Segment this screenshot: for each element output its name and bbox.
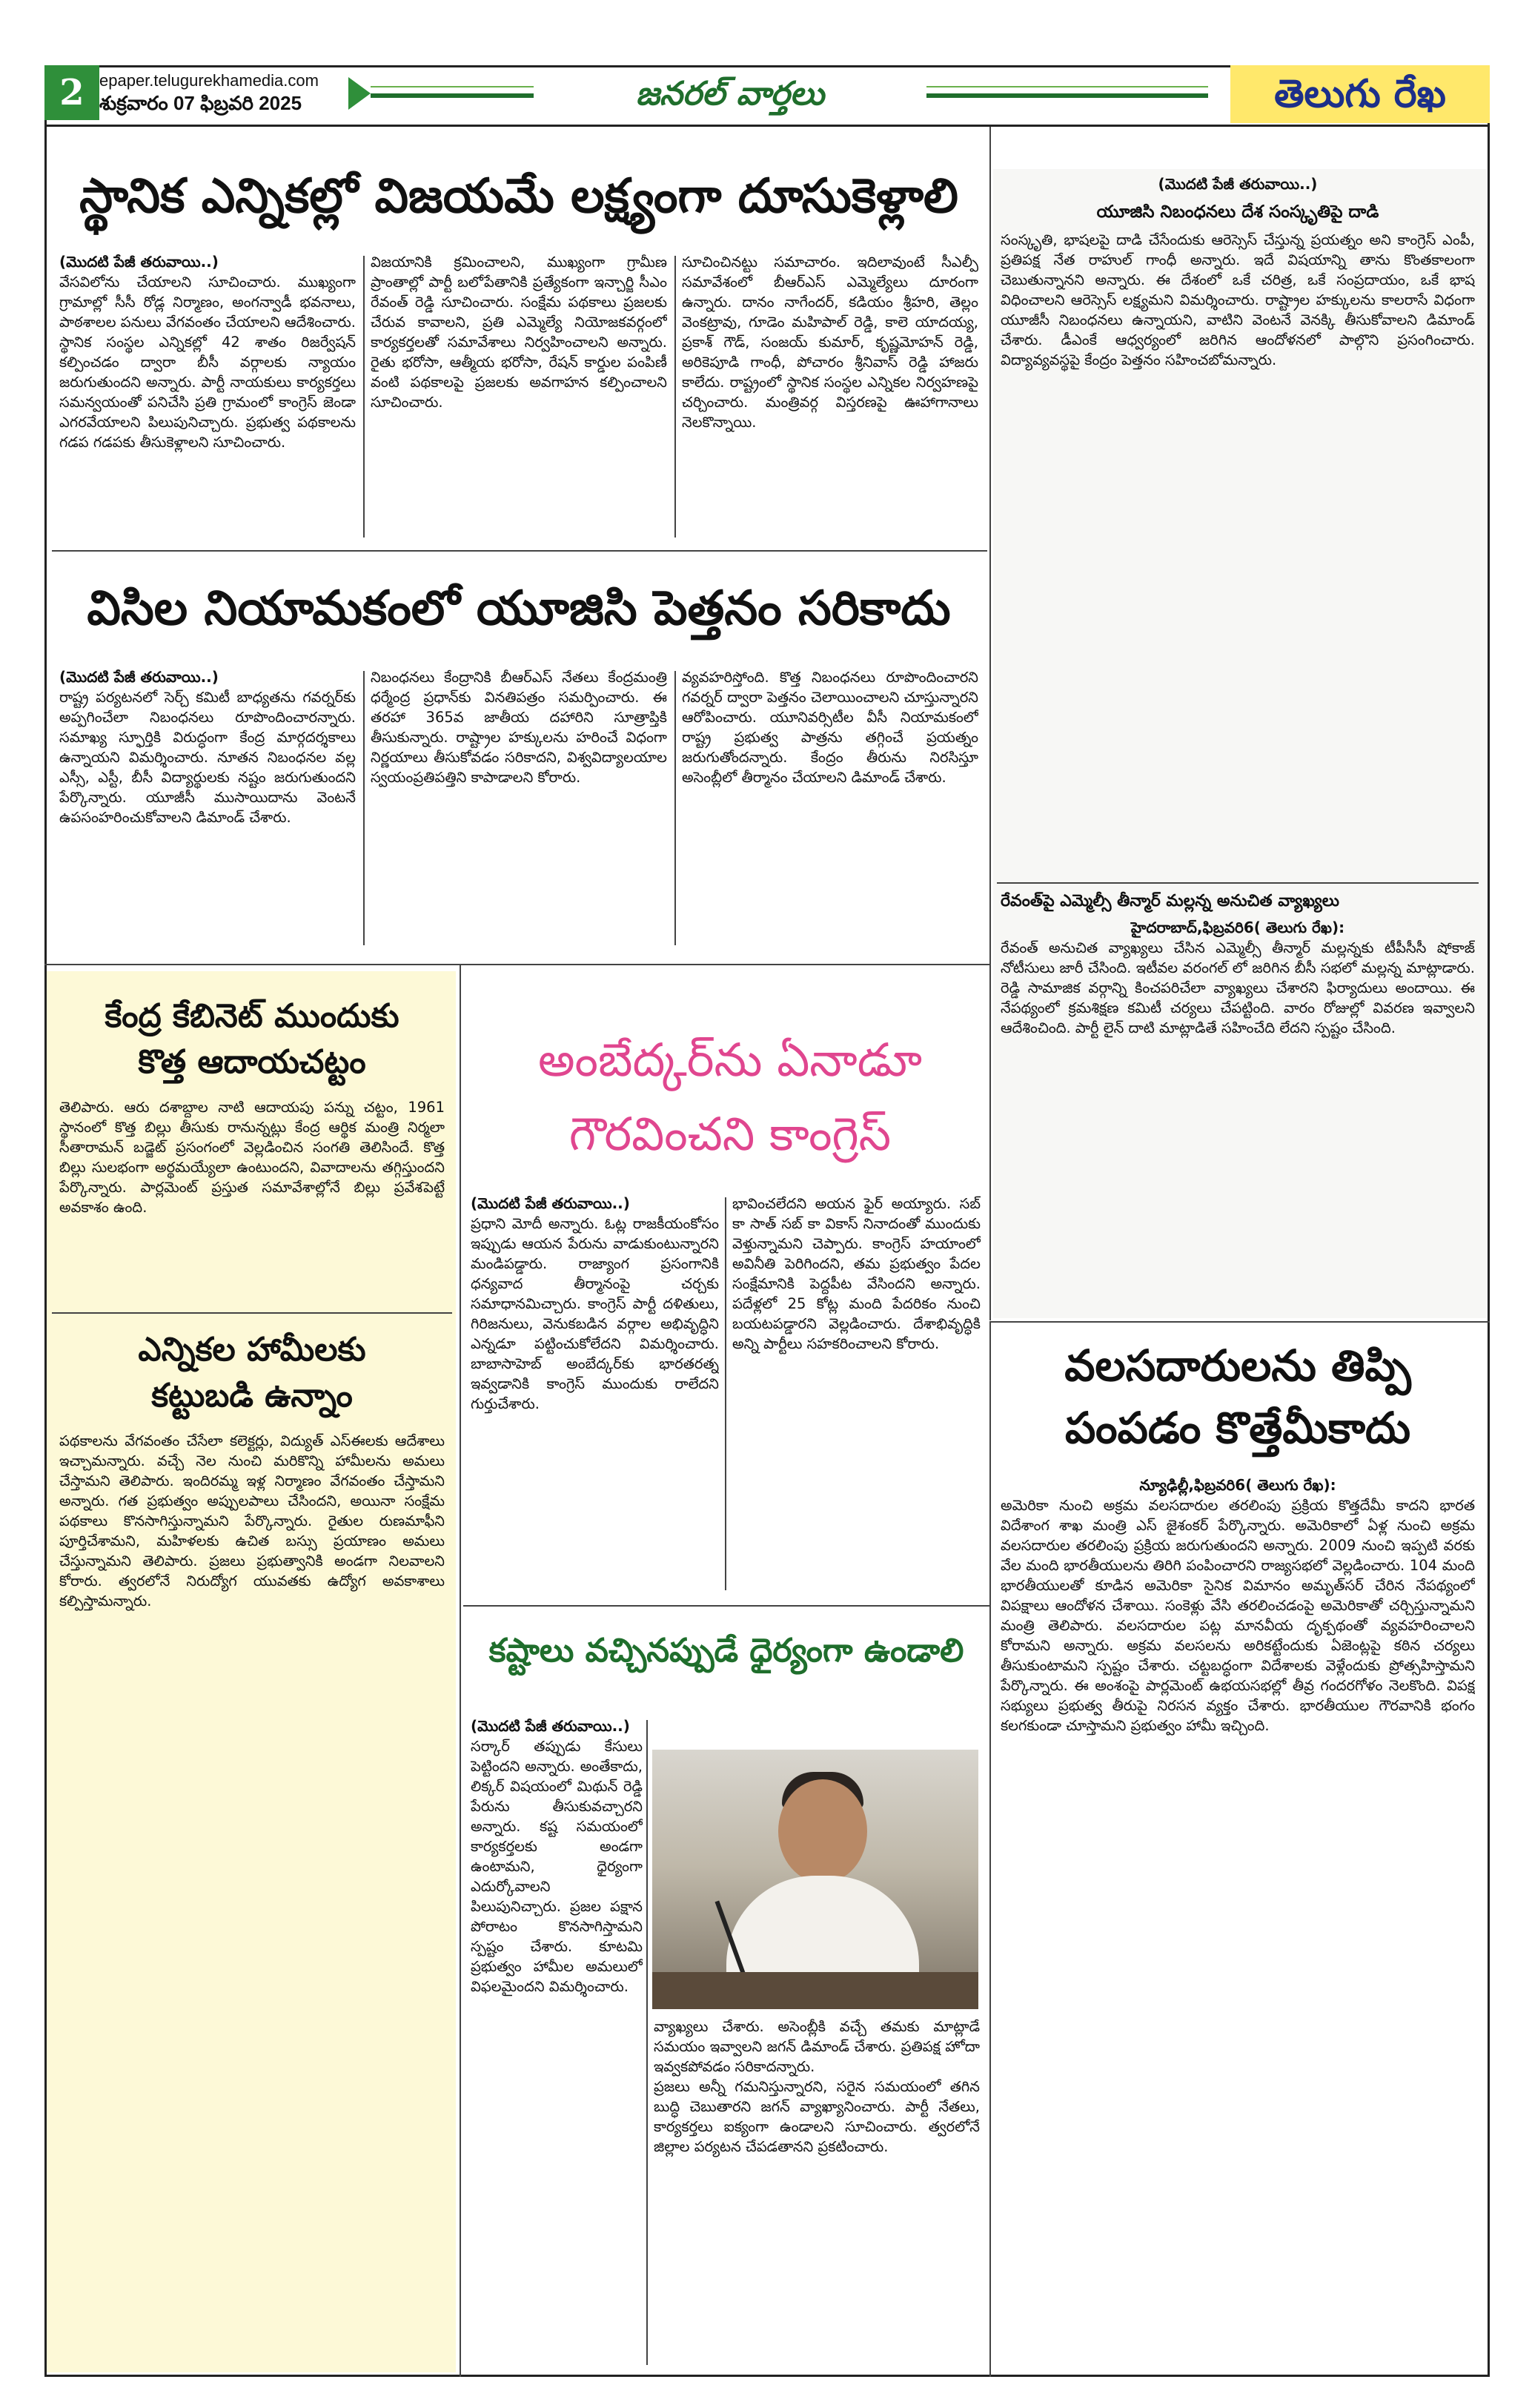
story5-col1-text: ప్రధాని మోదీ అన్నారు. ఓట్ల రాజకీయంకోసం ఇప్పుడు ఆయన పేరును వాడుకుంటున్నారని మండిపడ్డారు. రాజ్యాంగ ప్రసంగానికి ధన్యవాద తీర్మానంపై చర్చకు సమాధానమిచ్చారు. కాంగ్రెస్ పార్టీ దళితులు, గిరిజనులు, వెనుకబడిన వర్గాల అభివృద్ధిని ఎన్నడూ పట్టించుకోలేదని విమర్శించారు. బాబాసాహెబ్ అంబేద్కర్‌కు భారతరత్న ఇవ్వడానికి కాంగ్రెస్ ముందుకు రాలేదని గుర్తుచేశారు.: [471, 1215, 719, 1412]
story6-col2: [654, 2017, 980, 2369]
story7-text: అమెరికా నుంచి అక్రమ వలసదారుల తరలింపు ప్రక్రియ కొత్తదేమీ కాదని భారత విదేశాంగ శాఖ మంత్రి ఎస్ జైశంకర్ పేర్కొన్నారు. అమెరికాలో ఏళ్ల నుంచి అక్రమ వలసదారుల తరలింపు ప్రక్రియ జరుగుతుందని అన్నారు. 2009 నుంచి ఇప్పటి వరకు వేల మంది భారతీయులను తిరిగి పంపించారని రాజ్యసభలో వెల్లడించారు. 104 మంది భారతీయులతో కూడిన అమెరికా సైనిక విమానం అమృత్‌సర్ చేరిన నేపథ్యంలో విపక్షాలు ఆందోళన చేశాయి. సంకెళ్లు వేసి తరలించడంపై అమెరికాతో చర్చిస్తున్నామని మంత్రి తెలిపారు. వలసదారుల పట్ల మానవీయ దృక్పథంతో వ్యవహరించాలని కోరామని అన్నారు. అక్రమ వలసలను అరికట్టేందుకు ఏజెంట్లపై కఠిన చర్యలు తీసుకుంటామని స్పష్టం చేశారు. చట్టబద్ధంగా విదేశాలకు వెళ్లేందుకు ప్రోత్సహిస్తామని పేర్కొన్నారు. ఈ అంశంపై పార్లమెంట్ ఉభయసభల్లో తీవ్ర గందరగోళం నెలకొంది. విపక్ష సభ్యులు ప్రభుత్వ తీరుపై నిరసన వ్యక్తం చేశారు. భారతీయుల గౌరవానికి భంగం కలగకుండా చూస్తామని ప్రభుత్వం హామీ ఇచ్చింది.: [1001, 1497, 1475, 1734]
story1-rule1: [363, 256, 365, 538]
issue-date: శుక్రవారం 07 ఫిబ్రవరి 2025: [99, 92, 302, 114]
story2-col2: నిబంధనలు కేంద్రానికి బీఆర్ఎస్ నేతలు కేంద్రమంత్రి ధర్మేంద్ర ప్రధాన్‌కు వినతిపత్రం సమర్పించారు. ఈ తరహా 365వ జాతీయ దహారిని సూత్రాప్తికి తీసుకున్నారు. రాష్ట్రాల హక్కులను హరించే విధంగా నిర్ణయాలు తీసుకోవడం సరికాదని, విశ్వవిద్యాలయాల స్వయంప్రతిపత్తిని కాపాడాలని కోరారు.: [371, 669, 667, 786]
story2-divider: [44, 964, 989, 965]
story7-dateline: న్యూఢిల్లీ,ఫిబ్రవరి6( తెలుగు రేఖ):: [1139, 1476, 1336, 1494]
column-divider: [989, 127, 991, 1320]
story3-divider: [52, 1312, 452, 1314]
story1-dateline: (మొదటి పేజీ తరువాయి..): [59, 253, 219, 271]
story6-col1: [471, 1716, 643, 2369]
story4-headline-line1: ఎన్నికల హామీలకు: [138, 1331, 366, 1369]
story1-col1: [59, 252, 356, 541]
left-column-divider: [460, 964, 461, 2377]
story6-col2-top: వ్యాఖ్యలు చేశారు. అసెంబ్లీకి వచ్చే తమకు మాట్లాడే సమయం ఇవ్వాలని జగన్ డిమాండ్ చేశారు. ప్రతిపక్ష హోదా ఇవ్వకపోవడం సరికాదన్నారు.: [654, 2018, 980, 2075]
header-arrow-icon: [348, 77, 371, 110]
masthead-logo: తెలుగు రేఖ: [1230, 65, 1490, 123]
header-info: [99, 70, 351, 114]
story2-col1: [59, 667, 356, 949]
site-url[interactable]: epaper.telugurekhamedia.com: [99, 71, 319, 90]
story5-divider: [463, 1605, 989, 1607]
story6-photo: [652, 1750, 978, 2009]
story2-col1-text: రాష్ట్ర పర్యటనలో సెర్చ్ కమిటీ బాధ్యతను గవర్నర్‌కు అప్పగించేలా నిబంధనలు రూపొందించారన్నారు. సమాఖ్య స్ఫూర్తికి విరుద్ధంగా కేంద్ర మార్గదర్శకాలు ఉన్నాయని విమర్శించారు. నూతన నిబంధనల వల్ల ఎస్సీ, ఎస్టీ, బీసీ విద్యార్థులకు నష్టం జరుగుతుందని పేర్కొన్నారు. యూజీసీ ముసాయిదాను వెంటనే ఉపసంహరించుకోవాలని డిమాండ్ చేశారు.: [59, 689, 356, 826]
story6-headline: కష్టాలు వచ్చినప్పుడే ధైర్యంగా ఉండాలి: [488, 1632, 964, 1670]
story1-col1-text: వేసవిలోను చేయాలని సూచించారు. ముఖ్యంగా గ్రామాల్లో సీసీ రోడ్ల నిర్మాణం, అంగన్వాడీ భవనాలు, పాఠశాలల పనులు వేగవంతం చేయాలని ఆదేశించారు. స్థానిక సంస్థల ఎన్నికల్లో 42 శాతం రిజర్వేషన్ కల్పించడం ద్వారా బీసీ వర్గాలకు న్యాయం జరుగుతుందని అన్నారు. పార్టీ నాయకులు కార్యకర్తలు సమన్వయంతో పనిచేసి ప్రతి గ్రామంలో కాంగ్రెస్ జెండా ఎగరవేయాలని పిలుపునిచ్చారు. ప్రభుత్వ పథకాలను గడప గడపకు తీసుకెళ్లాలని సూచించారు.: [59, 274, 356, 451]
page-number: 2: [44, 65, 99, 120]
story7-body: [1001, 1475, 1475, 2365]
right-story-b-text: రేవంత్ అనుచిత వ్యాఖ్యలు చేసిన ఎమ్మెల్సీ తీన్మార్ మల్లన్నకు టీపీసీసీ షోకాజ్ నోటీసులు జారీ చేసింది. ఇటీవల వరంగల్ లో జరిగిన బీసీ సభలో మల్లన్న మాట్లాడారు. రెడ్డి సామాజిక వర్గాన్ని కించపరిచేలా వ్యాఖ్యలు చేశారని ఫిర్యాదులు అందాయి. ఈ నేపథ్యంలో క్రమశిక్షణ కమిటీ చర్యలు చేపట్టింది. వారం రోజుల్లో వివరణ ఇవ్వాలని ఆదేశించింది. పార్టీ లైన్ దాటి మాట్లాడితే సహించేది లేదని స్పష్టం చేసింది.: [1001, 939, 1475, 1036]
story4-headline-line2: కట్టుబడి ఉన్నాం: [151, 1377, 353, 1415]
story5-headline-line1: అంబేద్కర్‌ను ఏనాడూ: [537, 1033, 923, 1087]
story5-dateline: (మొదటి పేజీ తరువాయి..): [471, 1194, 630, 1212]
story7-headline-line2: పంపడం కొత్తేమీకాదు: [1064, 1403, 1411, 1453]
right-story-a-divider: [997, 882, 1479, 884]
story7-left-rule: [989, 1321, 991, 2377]
story7-headline: [997, 1334, 1479, 1459]
story4-text: పథకాలను వేగవంతం చేసేలా కలెక్టర్లు, విద్యుత్ ఎస్ఈలకు ఆదేశాలు ఇచ్చామన్నారు. వచ్చే నెల నుంచి మరికొన్ని హామీలను అమలు చేస్తామని తెలిపారు. ఇందిరమ్మ ఇళ్ల నిర్మాణం వేగవంతం చేస్తామని అన్నారు. గత ప్రభుత్వం అప్పులపాలు చేసిందని, అయినా సంక్షేమ పథకాలు కొనసాగిస్తున్నామని పేర్కొన్నారు. రైతుల రుణమాఫీని పూర్తిచేశామని, మహిళలకు ఉచిత బస్సు ప్రయాణం అమలు చేస్తున్నామని తెలిపారు. ప్రజలు ప్రభుత్వానికి అండగా నిలవాలని కోరారు. త్వరలోనే నిరుద్యోగ యువతకు ఉద్యోగ అవకాశాలు కల్పిస్తామన్నారు.: [59, 1432, 445, 1610]
story6-col1-text: సర్కార్ తప్పుడు కేసులు పెట్టిందని అన్నారు. అంతేకాదు, లిక్కర్ విషయంలో మిథున్ రెడ్డి పేరును తీసుకువచ్చారని అన్నారు. కష్ట సమయంలో కార్యకర్తలకు అండగా ఉంటామని, ధైర్యంగా ఎదుర్కోవాలని పిలుపునిచ్చారు. ప్రజల పక్షాన పోరాటం కొనసాగిస్తామని స్పష్టం చేశారు. కూటమి ప్రభుత్వం హామీల అమలులో విఫలమైందని విమర్శించారు.: [471, 1738, 643, 1995]
photo-table: [652, 1972, 978, 2009]
story2-rule2: [674, 671, 676, 945]
right-story-b: [1001, 918, 1475, 1314]
story3-headline-line2: కొత్త ఆదాయచట్టం: [138, 1043, 366, 1081]
story3-text: తెలిపారు. ఆరు దశాబ్దాల నాటి ఆదాయపు పన్ను చట్టం, 1961 స్థానంలో కొత్త బిల్లు తీసుకు రానున్నట్లు కేంద్ర ఆర్థిక మంత్రి నిర్మలా సీతారామన్ బడ్జెట్ ప్రసంగంలో వెల్లడించిన సంగతి తెలిసిందే. కొత్త బిల్లు సులభంగా అర్థమయ్యేలా ఉంటుందని, వివాదాలను తగ్గిస్తుందని పేర్కొన్నారు. పార్లమెంట్ ప్రస్తుత సమావేశాల్లోనే బిల్లు ప్రవేశపెట్టే అవకాశం ఉంది.: [59, 1099, 445, 1216]
right-dateline-text: (మొదటి పేజీ తరువాయి..): [1158, 175, 1318, 193]
story7-headline-line1: వలసదారులను తిప్పి: [1064, 1340, 1411, 1391]
right-story-b-dateline: హైదరాబాద్,ఫిబ్రవరి6( తెలుగు రేఖ):: [1130, 919, 1345, 936]
story5-col2: భావించలేదని అయన ఫైర్ అయ్యారు. సబ్ కా సాత్ సబ్ కా వికాస్ నినాదంతో ముందుకు వెళ్తున్నామని చెప్పారు. కాంగ్రెస్ హయాంలో అవినీతి పెరిగిందని, తమ ప్రభుత్వం పేదల సంక్షేమానికి పెద్దపీట వేసిందని అన్నారు. పదేళ్లలో 25 కోట్ల మంది పేదరికం నుంచి బయటపడ్డారని వెల్లడించారు. దేశాభివృద్ధికి అన్ని పార్టీలు సహకరించాలని కోరారు.: [732, 1195, 981, 1352]
right-dateline: [1001, 174, 1475, 196]
story5-headline: [474, 1023, 986, 1171]
story3-headline: [56, 993, 448, 1085]
story1-rule2: [674, 256, 676, 538]
story2-headline: విసిల నియామకంలో యూజిసి పెత్తనం సరికాదు: [87, 581, 951, 636]
right-story-a-headline: యూజిసి నిబంధనలు దేశ సంస్కృతిపై దాడి: [1096, 202, 1379, 222]
story2-rule1: [363, 671, 365, 945]
story6-dateline: (మొదటి పేజీ తరువాయి..): [471, 1717, 630, 1735]
story4-headline: [56, 1327, 448, 1419]
story5-headline-line2: గౌరవించని కాంగ్రెస్: [568, 1107, 892, 1161]
story5-rule: [725, 1197, 726, 1590]
right-column-divider-bottom: [989, 1321, 1490, 1323]
section-title: జనరల్ వార్తలు: [534, 71, 926, 117]
story5-col1: [471, 1194, 719, 1594]
story1-headline: స్థానిక ఎన్నికల్లో విజయమే లక్ష్యంగా దూసుకెళ్లాలి: [79, 169, 958, 224]
story1-divider: [52, 550, 987, 552]
story6-col2-text: ప్రజలు అన్నీ గమనిస్తున్నారని, సరైన సమయంలో తగిన బుద్ధి చెబుతారని జగన్ వ్యాఖ్యానించారు. పార్టీ నేతలు, కార్యకర్తలు ఐక్యంగా ఉండాలని సూచించారు. త్వరలోనే జిల్లాల పర్యటన చేపడతానని ప్రకటించారు.: [654, 2078, 980, 2155]
right-story-a-text: సంస్కృతి, భాషలపై దాడి చేసేందుకు ఆరెస్సెస్ చేస్తున్న ప్రయత్నం అని కాంగ్రెస్ ఎంపీ, ప్రతిపక్ష నేత రాహుల్ గాంధీ అన్నారు. ఇదే విషయాన్ని తాను కొంతకాలంగా చెబుతున్నానని అన్నారు. ఈ దేశంలో ఒకే చరిత్ర, ఒకే సంప్రదాయం, ఒకే భాష విధించాలని ఆరెస్సెస్ లక్ష్యమని విమర్శించారు. రాష్ట్రాల హక్కులను కాలరాసే విధంగా యూజీసీ నిబంధనలు ఉన్నాయని, వాటిని వెంటనే వెనక్కి తీసుకోవాలని డిమాండ్ చేశారు. డీఎంకే ఆధ్వర్యంలో జరిగిన ఆందోళనలో పాల్గొని ప్రసంగించారు. విద్యావ్యవస్థపై కేంద్రం పెత్తనం సహించబోమన్నారు.: [1001, 231, 1475, 368]
story1-col3: సూచించినట్టు సమాచారం. ఇదిలావుంటే సీఎల్పీ సమావేశంలో బీఆర్ఎస్ ఎమ్మెల్యేలు దూరంగా ఉన్నారు. దానం నాగేందర్, కడియం శ్రీహరి, తెల్లం వెంకట్రావు, గూడెం మహిపాల్ రెడ్డి, కాలె యాదయ్య, ప్రకాశ్ గౌడ్, సంజయ్ కుమార్, కృష్ణమోహన్ రెడ్డి, అరికెపూడి గాంధీ, పోచారం శ్రీనివాస్ రెడ్డి హాజరు కాలేదు. రాష్ట్రంలో స్థానిక సంస్థల ఎన్నికల నిర్వహణపై చర్చించారు. మంత్రివర్గ విస్తరణపై ఊహాగానాలు నెలకొన్నాయి.: [682, 254, 978, 431]
story1-col2: విజయానికి క్రమించాలని, ముఖ్యంగా గ్రామీణ ప్రాంతాల్లో పార్టీ బలోపేతానికి ప్రత్యేకంగా ఇన్చార్జి సీఎం రేవంత్ రెడ్డి సూచించారు. సంక్షేమ పథకాలు ప్రజలకు చేరువ కావాలని, ప్రతి ఎమ్మెల్యే నియోజకవర్గంలో కార్యకర్తలతో సమావేశాలు నిర్వహించాలని అన్నారు. రైతు భరోసా, ఆత్మీయ భరోసా, రేషన్ కార్డుల పంపిణీ వంటి పథకాలపై ప్రజలకు అవగాహన కల్పించాలని సూచించారు.: [371, 254, 667, 411]
right-story-b-headline: రేవంత్‌పై ఎమ్మెల్సీ తీన్మార్ మల్లన్న అనుచిత వ్యాఖ్యలు: [1001, 892, 1340, 910]
story3-headline-line1: కేంద్ర కేబినెట్ ముందుకు: [105, 997, 399, 1035]
story2-col3: వ్యవహరిస్తోంది. కొత్త నిబంధనలు రూపొందించారని గవర్నర్ ద్వారా పెత్తనం చెలాయించాలని చూస్తున్నారని ఆరోపించారు. యూనివర్సిటీల వీసీ నియామకంలో రాష్ట్ర ప్రభుత్వ పాత్రను తగ్గించే ప్రయత్నం జరుగుతోందన్నారు. కేంద్రం తీరును నిరసిస్తూ అసెంబ్లీలో తీర్మానం చేయాలని డిమాండ్ చేశారు.: [682, 669, 978, 786]
photo-face: [778, 1779, 867, 1883]
header-divider: [44, 125, 1490, 127]
story6-rule: [646, 1720, 648, 2365]
story2-dateline: (మొదటి పేజీ తరువాయి..): [59, 668, 219, 686]
